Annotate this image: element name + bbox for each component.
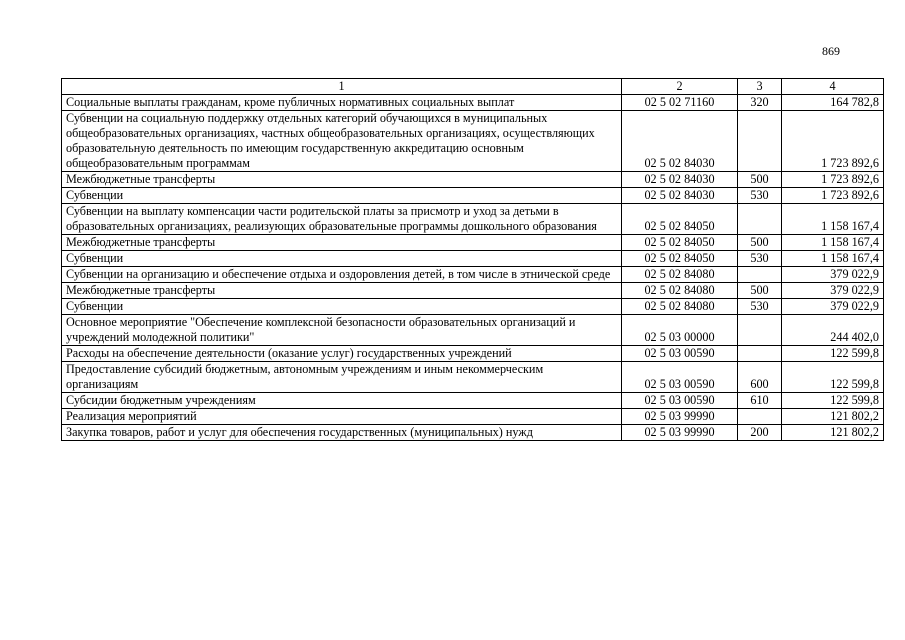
row-type [738, 267, 782, 283]
table-row [62, 315, 884, 346]
row-type: 200 [738, 425, 782, 441]
table-row [62, 111, 884, 172]
row-code: 02 5 03 00000 [622, 315, 738, 346]
row-name: Расходы на обеспечение деятельности (оказание услуг) государственных учреждений [62, 346, 622, 362]
row-name: Межбюджетные трансферты [62, 235, 622, 251]
row-type: 530 [738, 299, 782, 315]
row-name: Субвенции на организацию и обеспечение отдыха и оздоровления детей, в том числе в этнической среде [62, 267, 622, 283]
row-code: 02 5 03 00590 [622, 362, 738, 393]
table-row [62, 283, 884, 299]
row-type: 500 [738, 283, 782, 299]
row-sum: 1 723 892,6 [782, 111, 884, 172]
row-type [738, 346, 782, 362]
row-name: Субвенции [62, 299, 622, 315]
row-code: 02 5 03 99990 [622, 425, 738, 441]
row-sum: 122 599,8 [782, 346, 884, 362]
table-row [62, 393, 884, 409]
row-sum: 244 402,0 [782, 315, 884, 346]
table-row [62, 95, 884, 111]
row-sum: 122 599,8 [782, 362, 884, 393]
table-row [62, 425, 884, 441]
row-sum: 379 022,9 [782, 299, 884, 315]
row-name: Субсидии бюджетным учреждениям [62, 393, 622, 409]
row-name: Субвенции на выплату компенсации части родительской платы за присмотр и уход за детьми в образовательных организациях, реализующих образовательные программы дошкольного образования [62, 204, 622, 235]
row-name: Субвенции [62, 188, 622, 204]
header-row [62, 79, 884, 95]
row-code: 02 5 02 84030 [622, 172, 738, 188]
row-sum: 1 158 167,4 [782, 235, 884, 251]
row-type: 500 [738, 235, 782, 251]
row-sum: 379 022,9 [782, 283, 884, 299]
row-type [738, 409, 782, 425]
row-name: Субвенции на социальную поддержку отдельных категорий обучающихся в муниципальных общеобразовательных организациях, частных общеобразовательных организациях, осуществляющих образовательную деятельность по имеющим государственную аккредитацию основным общеобразовательным программам [62, 111, 622, 172]
header-cell: 3 [738, 79, 782, 95]
row-name: Закупка товаров, работ и услуг для обеспечения государственных (муниципальных) нужд [62, 425, 622, 441]
row-name: Социальные выплаты гражданам, кроме публичных нормативных социальных выплат [62, 95, 622, 111]
row-name: Основное мероприятие "Обеспечение комплексной безопасности образовательных организаций и учреждений молодежной политики" [62, 315, 622, 346]
table-row [62, 188, 884, 204]
budget-table [61, 78, 884, 441]
row-name: Межбюджетные трансферты [62, 172, 622, 188]
header-cell: 4 [782, 79, 884, 95]
table-row [62, 267, 884, 283]
row-code: 02 5 03 00590 [622, 393, 738, 409]
row-type [738, 111, 782, 172]
row-type: 530 [738, 188, 782, 204]
row-type [738, 315, 782, 346]
row-sum: 164 782,8 [782, 95, 884, 111]
row-code: 02 5 02 84050 [622, 251, 738, 267]
table-row [62, 346, 884, 362]
row-code: 02 5 02 71160 [622, 95, 738, 111]
table-row [62, 299, 884, 315]
row-type: 500 [738, 172, 782, 188]
row-type [738, 204, 782, 235]
table-row [62, 204, 884, 235]
table-row [62, 172, 884, 188]
row-code: 02 5 02 84080 [622, 267, 738, 283]
page-number: 869 [822, 44, 840, 58]
row-sum: 1 158 167,4 [782, 251, 884, 267]
row-code: 02 5 02 84030 [622, 111, 738, 172]
row-sum: 1 723 892,6 [782, 188, 884, 204]
row-code: 02 5 02 84080 [622, 283, 738, 299]
row-code: 02 5 02 84050 [622, 235, 738, 251]
row-sum: 122 599,8 [782, 393, 884, 409]
row-sum: 1 723 892,6 [782, 172, 884, 188]
row-code: 02 5 02 84080 [622, 299, 738, 315]
table-row [62, 251, 884, 267]
table-row [62, 235, 884, 251]
table-row [62, 409, 884, 425]
row-sum: 379 022,9 [782, 267, 884, 283]
row-code: 02 5 03 00590 [622, 346, 738, 362]
header-cell: 2 [622, 79, 738, 95]
row-type: 610 [738, 393, 782, 409]
row-type: 600 [738, 362, 782, 393]
row-code: 02 5 02 84030 [622, 188, 738, 204]
row-name: Предоставление субсидий бюджетным, автономным учреждениям и иным некоммерческим организациям [62, 362, 622, 393]
row-name: Реализация мероприятий [62, 409, 622, 425]
row-sum: 121 802,2 [782, 425, 884, 441]
row-sum: 121 802,2 [782, 409, 884, 425]
row-name: Субвенции [62, 251, 622, 267]
row-name: Межбюджетные трансферты [62, 283, 622, 299]
row-code: 02 5 03 99990 [622, 409, 738, 425]
row-sum: 1 158 167,4 [782, 204, 884, 235]
header-cell: 1 [62, 79, 622, 95]
row-type: 320 [738, 95, 782, 111]
row-type: 530 [738, 251, 782, 267]
row-code: 02 5 02 84050 [622, 204, 738, 235]
table-row [62, 362, 884, 393]
